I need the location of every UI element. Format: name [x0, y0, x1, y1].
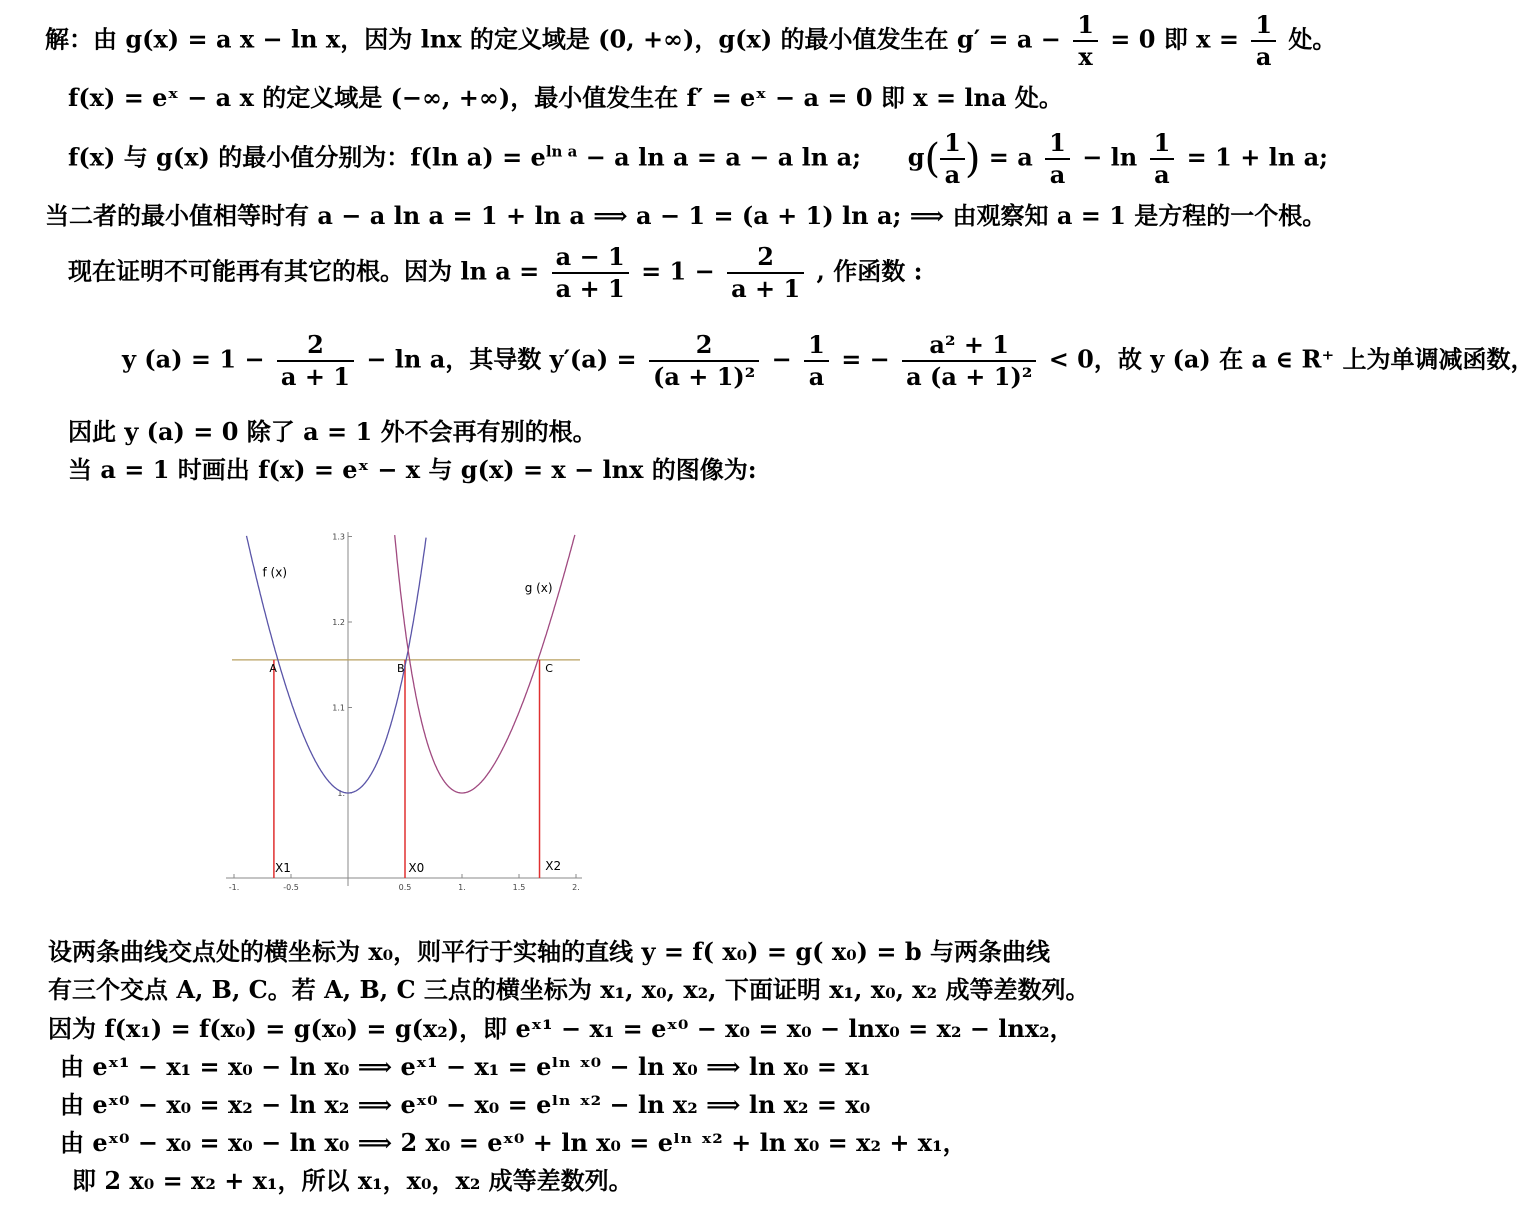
line-12: 由 eˣ¹ − x₁ = x₀ − ln x₀ ⟹ eˣ¹ − x₁ = eˡⁿ ˣ⁰ − ln x₀ ⟹ ln x₀ = x₁ [60, 1052, 871, 1081]
line-2: f(x) = eˣ − a x 的定义域是 (−∞, +∞)，最小值发生在 f′ = eˣ − a = 0 即 x = lna 处。 [68, 83, 1063, 112]
x-label-x0: X0 [408, 861, 425, 875]
line-5-a: 现在证明不可能再有其它的根。因为 ln a = [68, 256, 540, 286]
fraction-1-over-x: $\frac{1}{x}$ [1073, 10, 1098, 72]
line-8: 当 a = 1 时画出 f(x) = eˣ − x 与 g(x) = x − lnx 的图像为: [68, 455, 757, 484]
x-tick-label: 2. [572, 883, 580, 892]
y-tick-label: 1.3 [332, 532, 345, 542]
line-6-e: < 0，故 y (a) 在 a ∈ R⁺ 上为单调减函数， [1048, 344, 1534, 374]
x-tick-label: 1.5 [512, 883, 526, 892]
line-6-d: = − [841, 344, 890, 374]
point-label-c: C [545, 661, 553, 675]
point-label-b: B [397, 661, 405, 675]
line-6-c: − [771, 344, 792, 374]
line-1-c: 处。 [1288, 24, 1337, 54]
line-5-b: = 1 − [641, 256, 715, 286]
line-14: 由 eˣ⁰ − x₀ = x₀ − ln x₀ ⟹ 2 x₀ = eˣ⁰ + ln x₀ = eˡⁿ ˣ² + ln x₀ = x₂ + x₁， [60, 1128, 967, 1157]
point-label-a: A [269, 661, 277, 675]
x-tick-label: -1. [228, 883, 240, 892]
line-3-a: f(x) 与 g(x) 的最小值分别为：f(ln a) = e [68, 142, 546, 172]
fraction-1-over-a-paren: $\frac{1}{a}$ [940, 128, 965, 190]
line-11: 因为 f(x₁) = f(x₀) = g(x₀) = g(x₂)，即 eˣ¹ − x₁ = eˣ⁰ − x₀ = x₀ − lnx₀ = x₂ − lnx₂， [48, 1014, 1074, 1043]
line-7: 因此 y (a) = 0 除了 a = 1 外不会再有别的根。 [68, 417, 597, 446]
line-3-f: = 1 + ln a; [1186, 142, 1328, 172]
x-label-x2: X2 [545, 859, 562, 873]
line-1-b: = 0 即 x = [1110, 24, 1239, 54]
x-tick-label: 1. [458, 883, 466, 892]
line-3-sup: ln a [545, 142, 578, 161]
line-6-b: − ln a，其导数 y′(a) = [366, 344, 637, 374]
y-tick-label: 1.1 [332, 703, 345, 713]
line-5 [68, 242, 922, 304]
line-10: 有三个交点 A, B, C。若 A, B, C 三点的横坐标为 x₁, x₀, x₂, 下面证明 x₁, x₀, x₂ 成等差数列。 [48, 975, 1090, 1004]
fraction-a-minus-1: $\frac{a - 1}{a + 1}$ [552, 242, 629, 304]
line-3-e: − ln [1082, 142, 1138, 172]
fraction-1-over-a-2: $\frac{1}{a}$ [1045, 128, 1070, 190]
y-tick-label: 1.2 [332, 618, 345, 627]
fraction-2-over-a-plus-1-sq: $\frac{2}{\text{(a + 1)²}}$ [649, 330, 759, 392]
line-15: 即 2 x₀ = x₂ + x₁，所以 x₁，x₀，x₂ 成等差数列。 [72, 1166, 633, 1195]
fraction-1-over-a-y: $\frac{1}{a}$ [804, 330, 829, 392]
x-label-x1: X1 [275, 861, 291, 875]
line-1-a: 解：由 g(x) = a x − ln x，因为 lnx 的定义域是 (0, +∞)，g(x) 的最小值发生在 g′ = a − [45, 24, 1061, 54]
function-plot [222, 520, 587, 895]
fraction-y-2-over-a-plus-1: $\frac{2}{a + 1}$ [277, 330, 354, 392]
line-3-d: = a [988, 142, 1033, 172]
curve-label-g: g (x) [524, 581, 553, 596]
line-5-c: , 作函数 : [816, 256, 923, 286]
curve-label-f: f (x) [262, 565, 288, 580]
line-6 [122, 330, 1534, 392]
fraction-2-over-a-plus-1: $\frac{2}{a + 1}$ [727, 242, 804, 304]
line-1 [45, 10, 1336, 72]
y-tick-label: 1. [337, 789, 345, 798]
line-6-a: y (a) = 1 − [122, 344, 265, 374]
x-tick-label: 0.5 [398, 883, 412, 892]
line-3-c: g [907, 142, 925, 172]
line-9: 设两条曲线交点处的横坐标为 x₀，则平行于实轴的直线 y = f( x₀) = g( x₀) = b 与两条曲线 [48, 937, 1050, 966]
fraction-1-over-a: $\frac{1}{a}$ [1251, 10, 1276, 72]
fraction-a2-plus-1: $\frac{\text{a² + 1}}{\text{a (a + 1)²}}$ [902, 330, 1036, 392]
fraction-1-over-a-3: $\frac{1}{a}$ [1150, 128, 1175, 190]
line-3: f(x) 与 g(x) 的最小值分别为：f(ln $a) = e^{ln a} - a$ ln a = a − a ln a; g( $\frac{1}{a}$ ) = a $\frac{1}{a}$ − ln $\frac{1}{a}$ = 1 + ln a; [68, 128, 1328, 189]
line-4: 当二者的最小值相等时有 a − a ln a = 1 + ln a ⟹ a − 1 = (a + 1) ln a; ⟹ 由观察知 a = 1 是方程的一个根。 [45, 201, 1327, 230]
x-tick-label: -0.5 [283, 883, 299, 892]
line-3-b: − a ln a = a − a ln a; [577, 142, 861, 172]
line-13: 由 eˣ⁰ − x₀ = x₂ − ln x₂ ⟹ eˣ⁰ − x₀ = eˡⁿ ˣ² − ln x₂ ⟹ ln x₂ = x₀ [60, 1090, 871, 1119]
